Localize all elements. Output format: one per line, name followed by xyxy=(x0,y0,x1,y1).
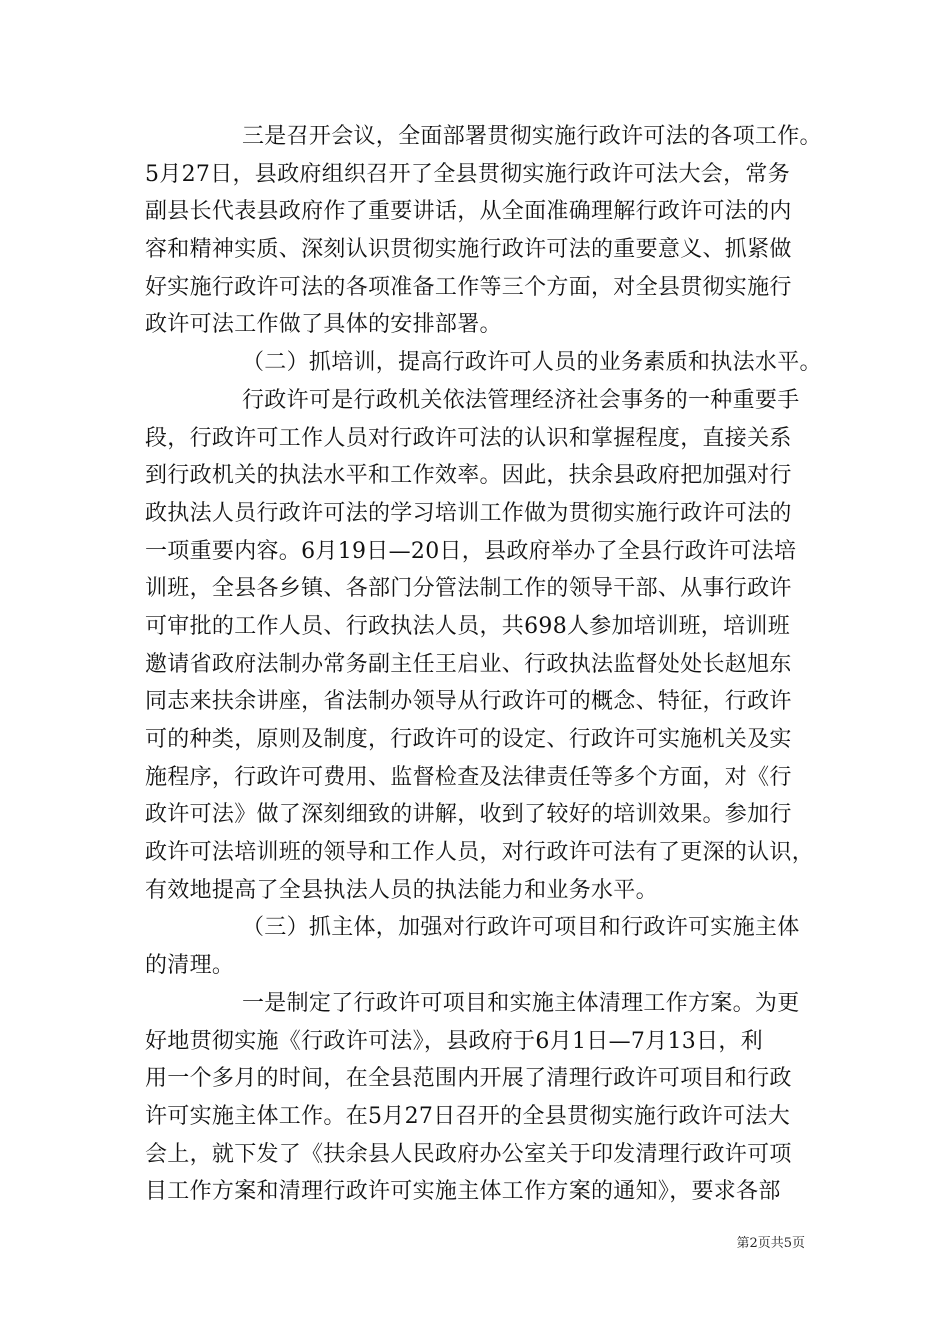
text-line: 许可实施主体工作。在5月27日召开的全县贯彻实施行政许可法大 xyxy=(145,1103,790,1129)
text-line: 施程序，行政许可费用、监督检查及法律责任等多个方面，对《行 xyxy=(145,764,792,790)
text-line: 的清理。 xyxy=(145,953,235,979)
page-number: 第2页共5页 xyxy=(736,1236,805,1251)
text-line: 好实施行政许可法的各项准备工作等三个方面，对全县贯彻实施行 xyxy=(145,274,792,300)
text-line: 同志来扶余讲座，省法制办领导从行政许可的概念、特征，行政许 xyxy=(145,689,792,715)
text-line: 政许可法》做了深刻细致的讲解，收到了较好的培训效果。参加行 xyxy=(145,802,792,828)
text-line: 一是制定了行政许可项目和实施主体清理工作方案。为更 xyxy=(242,990,800,1016)
text-line: 政执法人员行政许可法的学习培训工作做为贯彻实施行政许可法的 xyxy=(145,500,792,526)
text-line: 三是召开会议，全面部署贯彻实施行政许可法的各项工作。 xyxy=(242,124,822,149)
text-line: 训班，全县各乡镇、各部门分管法制工作的领导干部、从事行政许 xyxy=(145,576,792,602)
text-line: 用一个多月的时间，在全县范围内开展了清理行政许可项目和行政 xyxy=(145,1066,792,1092)
text-line: 行政许可是行政机关依法管理经济社会事务的一种重要手 xyxy=(242,387,800,413)
text-line: 5月27日，县政府组织召开了全县贯彻实施行政许可法大会，常务 xyxy=(145,161,790,187)
document-body xyxy=(145,118,825,1211)
text-line: 到行政机关的执法水平和工作效率。因此，扶余县政府把加强对行 xyxy=(145,463,792,489)
text-line: （三）抓主体，加强对行政许可项目和行政许可实施主体 xyxy=(242,915,800,941)
text-line: 一项重要内容。6月19日—20日，县政府举办了全县行政许可法培 xyxy=(145,538,797,564)
text-line: 政许可法工作做了具体的安排部署。 xyxy=(145,312,502,338)
text-line: （二）抓培训，提高行政许可人员的业务素质和执法水平。 xyxy=(242,350,822,376)
page-footer xyxy=(0,1232,950,1251)
text-line: 目工作方案和清理行政许可实施主体工作方案的通知》，要求各部 xyxy=(145,1179,781,1205)
text-line: 容和精神实质、深刻认识贯彻实施行政许可法的重要意义、抓紧做 xyxy=(145,237,792,263)
text-line: 副县长代表县政府作了重要讲话，从全面准确理解行政许可法的内 xyxy=(145,199,792,225)
text-line: 可的种类，原则及制度，行政许可的设定、行政许可实施机关及实 xyxy=(145,727,792,752)
text-line: 政许可法培训班的领导和工作人员，对行政许可法有了更深的认识， xyxy=(145,840,815,866)
text-line: 邀请省政府法制办常务副主任王启业、行政执法监督处处长赵旭东 xyxy=(145,651,792,677)
text-line: 有效地提高了全县执法人员的执法能力和业务水平。 xyxy=(145,877,658,903)
text-line: 好地贯彻实施《行政许可法》，县政府于6月1日—7月13日，利 xyxy=(145,1028,763,1054)
text-line: 段，行政许可工作人员对行政许可法的认识和掌握程度，直接关系 xyxy=(145,425,792,451)
text-line: 可审批的工作人员、行政执法人员，共698人参加培训班，培训班 xyxy=(145,613,790,639)
text-line: 会上，就下发了《扶余县人民政府办公室关于印发清理行政许可项 xyxy=(145,1141,792,1167)
